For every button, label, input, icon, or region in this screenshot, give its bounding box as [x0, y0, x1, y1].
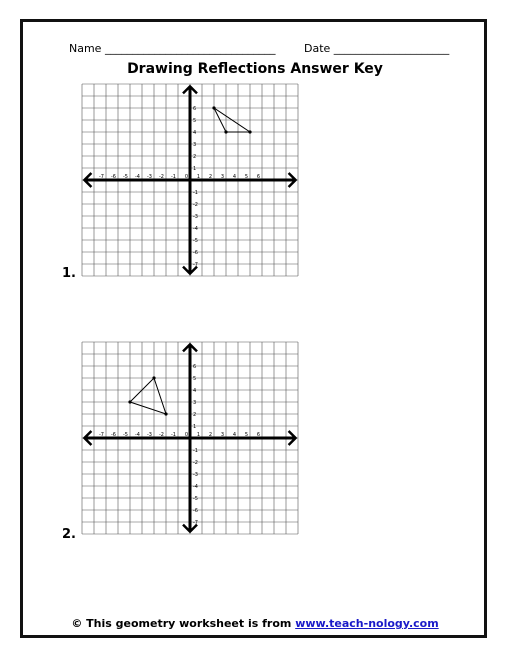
coordinate-grid-2	[74, 341, 306, 541]
y-tick-label: 1	[193, 166, 197, 172]
date-blank: _____________________	[333, 42, 450, 55]
y-tick-label: -2	[193, 202, 198, 208]
x-tick-label: -6	[111, 432, 116, 438]
triangle-vertex	[128, 400, 131, 403]
y-tick-label: -3	[193, 472, 198, 478]
problem-number-2: 2.	[62, 527, 76, 542]
date-label: Date	[304, 42, 331, 55]
y-tick-label: 4	[193, 388, 197, 394]
x-tick-label: 4	[232, 432, 236, 438]
y-tick-label: -5	[193, 496, 198, 502]
x-tick-label: -4	[135, 432, 140, 438]
y-tick-label: 2	[193, 412, 197, 418]
x-tick-label: -2	[159, 174, 164, 180]
y-tick-label: 6	[193, 106, 197, 112]
x-tick-label: 1	[196, 174, 200, 180]
triangle-vertex	[248, 130, 251, 133]
triangle-vertex	[212, 106, 215, 109]
y-tick-label: 5	[193, 118, 197, 124]
x-tick-label: -1	[171, 174, 176, 180]
x-tick-label: -2	[159, 432, 164, 438]
date-field[interactable]	[297, 29, 449, 55]
x-tick-label: -1	[171, 432, 176, 438]
y-tick-label: -2	[193, 460, 198, 466]
x-tick-label: 5	[244, 432, 248, 438]
y-tick-label: -7	[193, 262, 198, 268]
y-tick-label: 1	[193, 424, 197, 430]
name-field[interactable]	[62, 29, 275, 55]
triangle-vertex	[224, 130, 227, 133]
problem-number-1: 1.	[62, 266, 76, 281]
x-tick-label: -5	[123, 174, 128, 180]
x-tick-label: 6	[256, 174, 260, 180]
y-tick-label: 3	[193, 142, 197, 148]
page-title: Drawing Reflections Answer Key	[127, 61, 383, 77]
y-tick-label: 2	[193, 154, 197, 160]
x-tick-label: -3	[147, 432, 152, 438]
x-tick-label: -7	[99, 174, 104, 180]
triangle	[130, 378, 166, 414]
x-tick-label: 6	[256, 432, 260, 438]
y-tick-label: -1	[193, 190, 198, 196]
x-tick-label: 3	[220, 432, 224, 438]
x-tick-label: -5	[123, 432, 128, 438]
y-tick-label: -6	[193, 508, 198, 514]
triangle-vertex	[152, 376, 155, 379]
name-label: Name	[69, 42, 102, 55]
x-tick-label: -4	[135, 174, 140, 180]
y-tick-label: -6	[193, 250, 198, 256]
y-tick-label: 5	[193, 376, 197, 382]
x-tick-label: -6	[111, 174, 116, 180]
x-tick-label: 2	[208, 174, 212, 180]
y-tick-label: 4	[193, 130, 197, 136]
footer-credit	[0, 617, 510, 630]
x-tick-label: 0	[184, 174, 188, 180]
coordinate-grid-1	[74, 83, 306, 283]
x-tick-label: 4	[232, 174, 236, 180]
y-tick-label: -4	[193, 484, 198, 490]
y-tick-label: -1	[193, 448, 198, 454]
y-tick-label: -4	[193, 226, 198, 232]
y-tick-label: 3	[193, 400, 197, 406]
x-tick-label: 1	[196, 432, 200, 438]
footer-text: © This geometry worksheet is from	[71, 617, 296, 630]
footer-link[interactable]: www.teach-nology.com	[295, 617, 439, 630]
name-blank: _______________________________	[104, 42, 276, 55]
x-tick-label: 3	[220, 174, 224, 180]
y-tick-label: -7	[193, 520, 198, 526]
x-tick-label: 0	[184, 432, 188, 438]
triangle-vertex	[164, 412, 167, 415]
x-tick-label: -3	[147, 174, 152, 180]
x-tick-label: -7	[99, 432, 104, 438]
y-tick-label: -5	[193, 238, 198, 244]
y-tick-label: 6	[193, 364, 197, 370]
x-tick-label: 2	[208, 432, 212, 438]
y-tick-label: -3	[193, 214, 198, 220]
x-tick-label: 5	[244, 174, 248, 180]
